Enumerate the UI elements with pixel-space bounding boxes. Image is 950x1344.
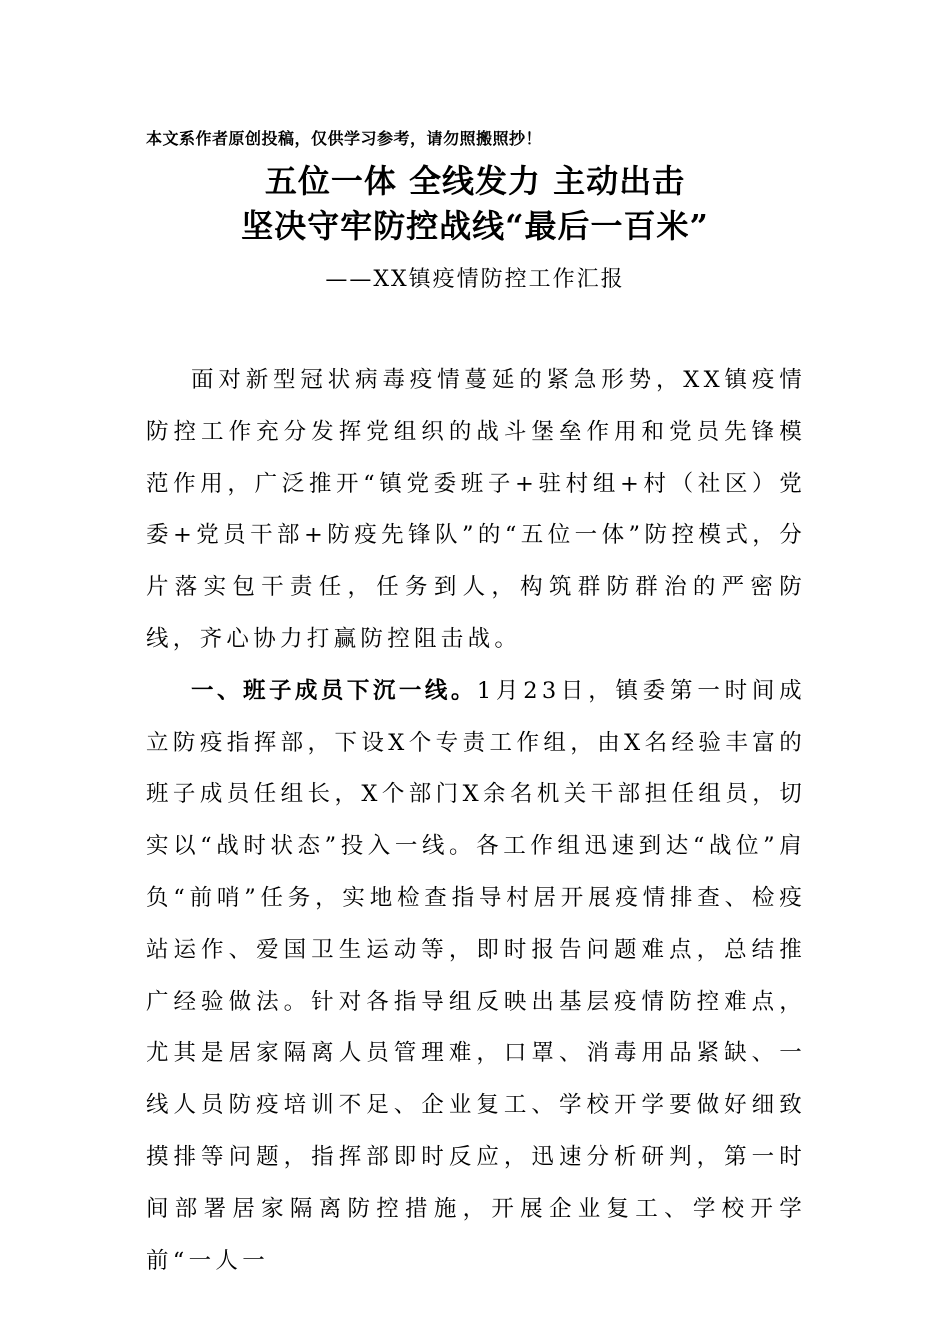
- copyright-notice: 本文系作者原创投稿，仅供学习参考，请勿照搬照抄！: [146, 129, 543, 148]
- section-1-heading: 一、班子成员下沉一线。: [191, 677, 477, 704]
- document-subtitle: ——XX镇疫情防控工作汇报: [325, 267, 625, 292]
- intro-paragraph: 面对新型冠状病毒疫情蔓延的紧急形势，XX镇疫情防控工作充分发挥党组织的战斗堡垒作用和党员先锋模范作用，广泛推开“镇党委班子+驻村组+村（社区）党委+党员干部+防疫先锋队”的“五位一体”防控模式，分片落实包干责任，任务到人，构筑群防群治的严密防线，齐心协力打赢防控阻击战。: [146, 367, 806, 652]
- document-body: [146, 355, 806, 1287]
- document-title-line-2: 坚决守牢防控战线“最后一百米”: [241, 207, 709, 245]
- section-1-paragraph: [146, 666, 806, 1288]
- document-title-line-1: 五位一体 全线发力 主动出击: [264, 162, 686, 200]
- section-1-text: 1月23日，镇委第一时间成立防疫指挥部，下设X个专责工作组，由X名经验丰富的班子成员任组长，X个部门X余名机关干部担任组员，切实以“战时状态”投入一线。各工作组迅速到达“战位”肩负“前哨”任务，实地检查指导村居开展疫情排查、检疫站运作、爱国卫生运动等，即时报告问题难点，总结推广经验做法。针对各指导组反映出基层疫情防控难点，尤其是居家隔离人员管理难，口罩、消毒用品紧缺、一线人员防疫培训不足、企业复工、学校开学要做好细致摸排等问题，指挥部即时反应，迅速分析研判，第一时间部署居家隔离防控措施，开展企业复工、学校开学前“一人一: [146, 677, 806, 1274]
